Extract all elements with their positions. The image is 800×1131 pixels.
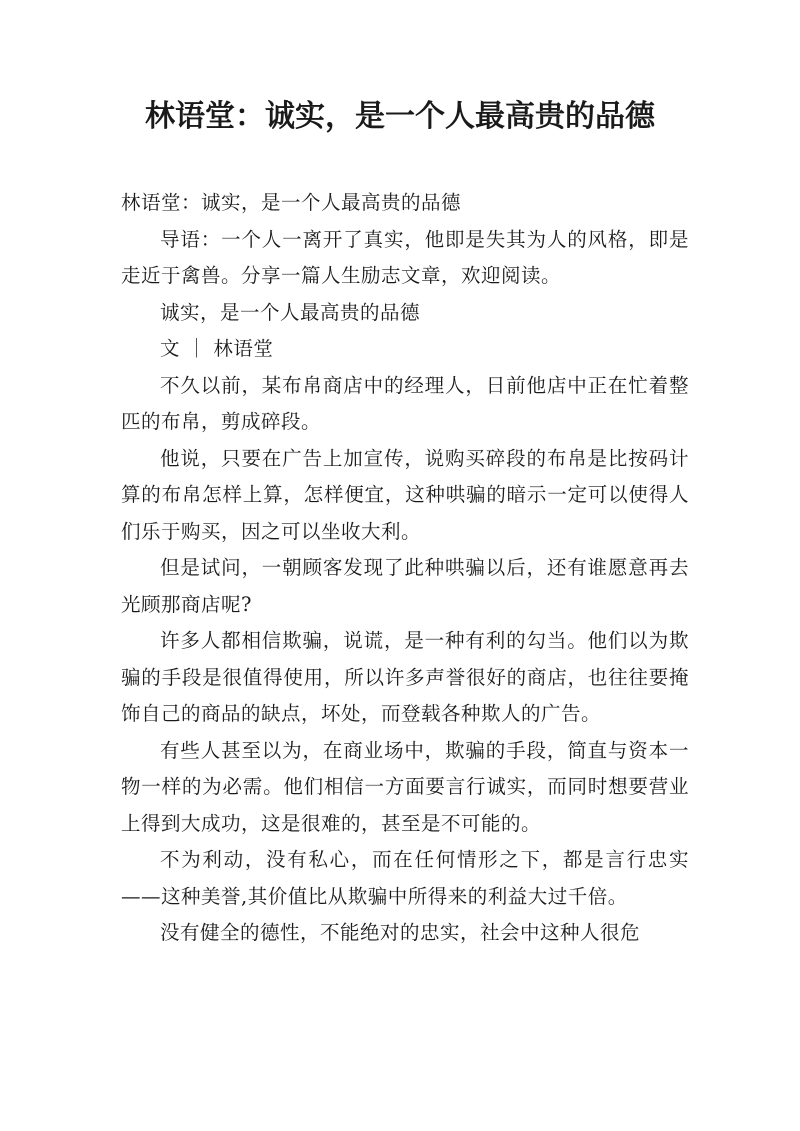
- paragraph: 许多人都相信欺骗，说谎，是一种有利的勾当。他们以为欺骗的手段是很值得使用，所以许多声誉很好的商店，也往往要掩饰自己的商品的缺点，坏处，而登载各种欺人的广告。: [121, 629, 689, 725]
- paragraph-heading-repeat: 林语堂：诚实，是一个人最高贵的品德: [121, 191, 462, 214]
- paragraph: 不为利动，没有私心，而在任何情形之下，都是言行忠实——这种美誉,其价值比从欺骗中所得来的利益大过千倍。: [121, 848, 689, 908]
- paragraph: 但是试问，一朝顾客发现了此种哄骗以后，还有谁愿意再去光顾那商店呢?: [121, 556, 689, 616]
- paragraph: 他说，只要在广告上加宣传，说购买碎段的布帛是比按码计算的布帛怎样上算，怎样便宜，这种哄骗的暗示一定可以使得人们乐于购买，因之可以坐收大利。: [121, 446, 689, 543]
- paragraph: 没有健全的德性，不能绝对的忠实，社会中这种人很危: [160, 921, 641, 944]
- paragraph: 有些人甚至以为，在商业场中，欺骗的手段，简直与资本一物一样的为必需。他们相信一方面要言行诚实，而同时想要营业上得到大成功，这是很难的，甚至是不可能的。: [121, 738, 689, 835]
- paragraph-author: 文 ｜ 林语堂: [160, 337, 274, 360]
- paragraph-subtitle: 诚实，是一个人最高贵的品德: [160, 300, 421, 324]
- paragraph: 不久以前，某布帛商店中的经理人，日前他店中正在忙着整匹的布帛，剪成碎段。: [121, 373, 689, 433]
- document-title: 林语堂：诚实，是一个人最高贵的品德: [145, 99, 655, 134]
- document-body: [121, 185, 689, 952]
- paragraph-intro: 导语：一个人一离开了真实，他即是失其为人的风格，即是走近于禽兽。分享一篇人生励志文章，欢迎阅读。: [121, 227, 689, 287]
